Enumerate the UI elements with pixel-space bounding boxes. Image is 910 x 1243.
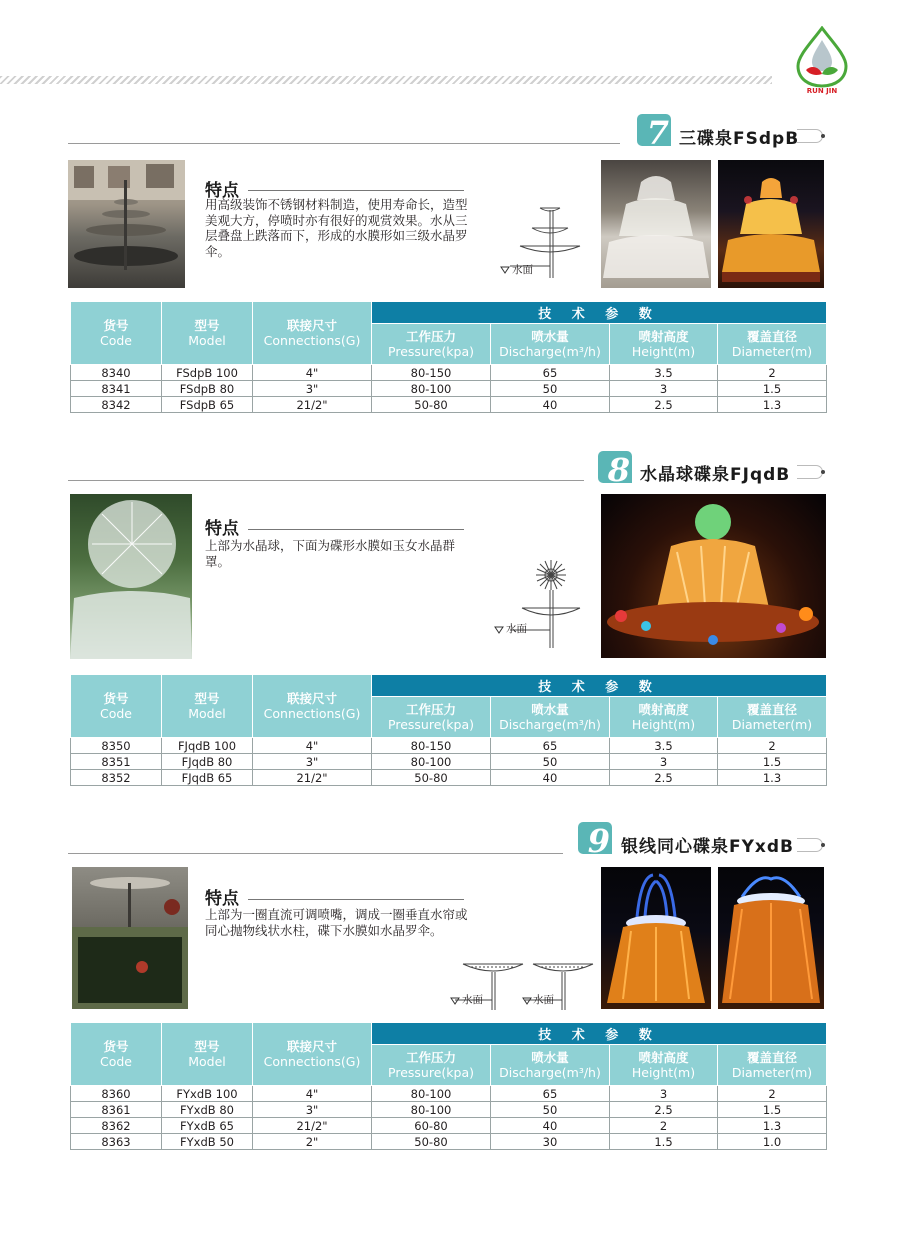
- section-8-description: 上部为水晶球，下面为碟形水膜如玉女水晶群罩。: [205, 538, 456, 569]
- cell-pressure: 60-80: [372, 1118, 491, 1134]
- header-conn-en: Connections(G): [263, 1054, 361, 1069]
- header-pressure-en: Pressure(kpa): [388, 344, 474, 359]
- table-row: [71, 365, 827, 381]
- header-tech-params: 技 术 参 数: [372, 302, 827, 324]
- table-row: [71, 1086, 827, 1102]
- header-height-cn: 喷射高度: [638, 1050, 689, 1065]
- cell-connection: 21/2": [253, 1118, 372, 1134]
- header-discharge-cn: 喷水量: [531, 702, 569, 717]
- section-8-number-tab: [598, 451, 632, 489]
- header-diameter-cn: 覆盖直径: [747, 702, 798, 717]
- header-conn-cn: 联接尺寸: [286, 318, 337, 333]
- cell-pressure: 50-80: [372, 1134, 491, 1150]
- header-code-en: Code: [99, 333, 132, 348]
- header-height-en: Height(m): [631, 1065, 696, 1080]
- cell-height: 3.5: [610, 365, 718, 381]
- cell-pressure: 80-100: [372, 1102, 491, 1118]
- header-height-cn: 喷射高度: [638, 329, 689, 344]
- header-discharge: [491, 1045, 610, 1086]
- header-discharge-cn: 喷水量: [531, 1050, 569, 1065]
- section-9-spec-table: [70, 1022, 827, 1150]
- header-model-cn: 型号: [194, 318, 220, 333]
- section-8-number: 8: [607, 451, 630, 489]
- cell-discharge: 50: [491, 381, 610, 397]
- cell-model: FSdpB 100: [162, 365, 253, 381]
- section-8-feature-underline: [248, 529, 464, 530]
- section-9-photo-night-2: [718, 867, 824, 1009]
- header-model: [162, 1023, 253, 1086]
- cell-code: 8341: [71, 381, 162, 397]
- section-8-rule: [68, 480, 584, 481]
- header-model-cn: 型号: [194, 691, 220, 706]
- section-9-photo-daytime: [72, 867, 188, 1009]
- header-diameter-en: Diameter(m): [731, 717, 813, 732]
- cell-diameter: 2: [718, 365, 827, 381]
- cell-connection: 4": [253, 1086, 372, 1102]
- header-connections: [253, 675, 372, 738]
- header-discharge-en: Discharge(m³/h): [499, 717, 601, 732]
- header-height-cn: 喷射高度: [638, 702, 689, 717]
- header-model-en: Model: [188, 333, 226, 348]
- header-code-cn: 货号: [103, 691, 129, 706]
- cell-connection: 3": [253, 1102, 372, 1118]
- cell-model: FYxdB 80: [162, 1102, 253, 1118]
- cell-code: 8361: [71, 1102, 162, 1118]
- section-7-tail-dot: [821, 134, 825, 138]
- header-diameter-cn: 覆盖直径: [747, 1050, 798, 1065]
- table-row: [71, 738, 827, 754]
- cell-diameter: 1.3: [718, 770, 827, 786]
- cell-height: 3: [610, 1086, 718, 1102]
- header-model: [162, 302, 253, 365]
- section-9-rule: [68, 853, 563, 854]
- section-8-photo-daytime: [70, 494, 192, 659]
- header-pressure-en: Pressure(kpa): [388, 1065, 474, 1080]
- section-7-water-marker-icon: [500, 266, 510, 274]
- cell-code: 8362: [71, 1118, 162, 1134]
- silver-ring-fountain-icon: [72, 867, 188, 1009]
- cell-code: 8351: [71, 754, 162, 770]
- section-8-spec-table: [70, 674, 827, 786]
- cell-diameter: 1.5: [718, 754, 827, 770]
- header-connections: [253, 1023, 372, 1086]
- header-discharge: [491, 324, 610, 365]
- section-7-rule: [68, 143, 620, 144]
- header-pressure-en: Pressure(kpa): [388, 717, 474, 732]
- cell-discharge: 40: [491, 770, 610, 786]
- cascade-fountain-icon: [601, 160, 711, 288]
- section-7-photo-night: [718, 160, 824, 288]
- cell-pressure: 50-80: [372, 770, 491, 786]
- table-row: [71, 1102, 827, 1118]
- section-9-water-marker-icon-2: [522, 997, 532, 1005]
- header-diameter-cn: 覆盖直径: [747, 329, 798, 344]
- cell-height: 2: [610, 1118, 718, 1134]
- crystal-ball-fountain-icon: [70, 494, 192, 659]
- table-row: [71, 770, 827, 786]
- section-9-number: 9: [587, 822, 610, 860]
- cell-model: FYxdB 50: [162, 1134, 253, 1150]
- header-code-en: Code: [99, 1054, 132, 1069]
- logo-text: RUN JIN: [806, 87, 838, 95]
- header-diameter-en: Diameter(m): [731, 1065, 813, 1080]
- section-9-water-label-2: 水面: [533, 994, 554, 1006]
- cell-model: FYxdB 100: [162, 1086, 253, 1102]
- section-7-description: 用高级装饰不锈钢材料制造，使用寿命长，造型美观大方，停喷时亦有很好的观赏效果。水从三层叠盘上跌落而下，形成的水膜形如三级水晶罗伞。: [205, 197, 468, 259]
- header-height: [610, 1045, 718, 1086]
- header-tech-params: 技 术 参 数: [372, 1023, 827, 1045]
- header-discharge-cn: 喷水量: [531, 329, 569, 344]
- table-row: [71, 1118, 827, 1134]
- cell-discharge: 40: [491, 1118, 610, 1134]
- header-code-en: Code: [99, 706, 132, 721]
- header-conn-cn: 联接尺寸: [286, 691, 337, 706]
- cell-code: 8350: [71, 738, 162, 754]
- cell-connection: 2": [253, 1134, 372, 1150]
- header-conn-cn: 联接尺寸: [286, 1039, 337, 1054]
- section-8-title: 水晶球碟泉FJqdB: [640, 465, 791, 485]
- cell-discharge: 30: [491, 1134, 610, 1150]
- blue-ring-fountain-icon: [601, 867, 711, 1009]
- section-7-number: 7: [646, 114, 669, 152]
- section-8-tail-dot: [821, 470, 825, 474]
- cell-model: FJqdB 80: [162, 754, 253, 770]
- cell-diameter: 1.0: [718, 1134, 827, 1150]
- section-8-photo-night: [601, 494, 826, 658]
- header-height: [610, 697, 718, 738]
- table-row: [71, 1134, 827, 1150]
- section-9-number-tab: [578, 822, 612, 860]
- header-connections: [253, 302, 372, 365]
- header-height-en: Height(m): [631, 344, 696, 359]
- cell-discharge: 50: [491, 1102, 610, 1118]
- cell-height: 2.5: [610, 397, 718, 413]
- section-7-photo-daytime: [68, 160, 185, 288]
- header-discharge-en: Discharge(m³/h): [499, 1065, 601, 1080]
- section-9-water-marker-icon: [450, 997, 460, 1005]
- header-diameter: [718, 697, 827, 738]
- section-8-feature-title: 特点: [205, 519, 239, 539]
- section-9-title: 银线同心碟泉FYxdB: [621, 837, 795, 857]
- cell-code: 8360: [71, 1086, 162, 1102]
- section-7-spec-table: [70, 301, 827, 413]
- cell-pressure: 50-80: [372, 397, 491, 413]
- cell-pressure: 80-100: [372, 754, 491, 770]
- header-pressure: [372, 324, 491, 365]
- section-8-water-marker-icon: [494, 626, 504, 634]
- cell-connection: 21/2": [253, 770, 372, 786]
- header-code-cn: 货号: [103, 318, 129, 333]
- section-9-feature-underline: [248, 899, 464, 900]
- cell-discharge: 65: [491, 365, 610, 381]
- cell-model: FSdpB 80: [162, 381, 253, 397]
- cell-code: 8352: [71, 770, 162, 786]
- brand-logo: [794, 26, 850, 102]
- header-pressure: [372, 1045, 491, 1086]
- header-discharge-en: Discharge(m³/h): [499, 344, 601, 359]
- header-model-en: Model: [188, 1054, 226, 1069]
- header-conn-en: Connections(G): [263, 333, 361, 348]
- cell-diameter: 2: [718, 1086, 827, 1102]
- header-code-cn: 货号: [103, 1039, 129, 1054]
- section-7-number-tab: [637, 114, 671, 152]
- header-code: [71, 302, 162, 365]
- top-decorative-rule: [0, 76, 772, 84]
- section-8-title-tail: [797, 465, 823, 479]
- header-model-en: Model: [188, 706, 226, 721]
- table-row: [71, 397, 827, 413]
- header-discharge: [491, 697, 610, 738]
- cell-model: FYxdB 65: [162, 1118, 253, 1134]
- header-diameter: [718, 324, 827, 365]
- cell-height: 3: [610, 754, 718, 770]
- section-9-tail-dot: [821, 843, 825, 847]
- cell-connection: 4": [253, 738, 372, 754]
- cell-pressure: 80-100: [372, 1086, 491, 1102]
- header-tech-params: 技 术 参 数: [372, 675, 827, 697]
- cell-discharge: 65: [491, 1086, 610, 1102]
- section-7-feature-title: 特点: [205, 181, 239, 201]
- section-9-feature-title: 特点: [205, 889, 239, 909]
- section-8-water-label: 水面: [506, 623, 527, 635]
- cell-diameter: 1.5: [718, 1102, 827, 1118]
- section-7-title: 三碟泉FSdpB: [679, 129, 800, 149]
- table-row: [71, 754, 827, 770]
- cell-pressure: 80-100: [372, 381, 491, 397]
- section-9-title-tail: [797, 838, 823, 852]
- cell-pressure: 80-150: [372, 365, 491, 381]
- cell-discharge: 40: [491, 397, 610, 413]
- section-7-feature-underline: [248, 190, 464, 191]
- header-conn-en: Connections(G): [263, 706, 361, 721]
- header-pressure-cn: 工作压力: [405, 702, 456, 717]
- header-code: [71, 675, 162, 738]
- cell-height: 1.5: [610, 1134, 718, 1150]
- header-model: [162, 675, 253, 738]
- header-pressure-cn: 工作压力: [405, 1050, 456, 1065]
- cell-discharge: 65: [491, 738, 610, 754]
- section-7-water-label: 水面: [512, 264, 533, 276]
- droplet-leaf-icon: [794, 26, 850, 88]
- header-diameter-en: Diameter(m): [731, 344, 813, 359]
- cell-diameter: 2: [718, 738, 827, 754]
- cell-pressure: 80-150: [372, 738, 491, 754]
- illuminated-crystal-fountain-icon: [601, 494, 826, 658]
- table-row: [71, 381, 827, 397]
- cell-code: 8342: [71, 397, 162, 413]
- blue-ring-fountain-icon: [718, 867, 824, 1009]
- cell-discharge: 50: [491, 754, 610, 770]
- section-8-nozzle-diagram: [510, 556, 590, 652]
- section-9-water-label: 水面: [462, 994, 483, 1006]
- cell-connection: 3": [253, 381, 372, 397]
- header-model-cn: 型号: [194, 1039, 220, 1054]
- cell-connection: 21/2": [253, 397, 372, 413]
- cell-height: 3: [610, 381, 718, 397]
- header-code: [71, 1023, 162, 1086]
- cell-model: FSdpB 65: [162, 397, 253, 413]
- cell-connection: 4": [253, 365, 372, 381]
- cell-height: 2.5: [610, 770, 718, 786]
- cell-height: 3.5: [610, 738, 718, 754]
- header-height-en: Height(m): [631, 717, 696, 732]
- section-9-photo-night-1: [601, 867, 711, 1009]
- header-height: [610, 324, 718, 365]
- illuminated-fountain-icon: [718, 160, 824, 288]
- header-pressure-cn: 工作压力: [405, 329, 456, 344]
- cell-height: 2.5: [610, 1102, 718, 1118]
- cell-diameter: 1.3: [718, 397, 827, 413]
- section-7-title-tail: [797, 129, 823, 143]
- cell-diameter: 1.5: [718, 381, 827, 397]
- section-7-photo-cascade: [601, 160, 711, 288]
- cell-diameter: 1.3: [718, 1118, 827, 1134]
- cell-code: 8363: [71, 1134, 162, 1150]
- header-pressure: [372, 697, 491, 738]
- cell-model: FJqdB 100: [162, 738, 253, 754]
- cell-connection: 3": [253, 754, 372, 770]
- fountain-photo-icon: [68, 160, 185, 288]
- cell-code: 8340: [71, 365, 162, 381]
- cell-model: FJqdB 65: [162, 770, 253, 786]
- header-diameter: [718, 1045, 827, 1086]
- section-9-description: 上部为一圈直流可调喷嘴，调成一圈垂直水帘或同心抛物线状水柱，碟下水膜如水晶罗伞。: [205, 907, 468, 938]
